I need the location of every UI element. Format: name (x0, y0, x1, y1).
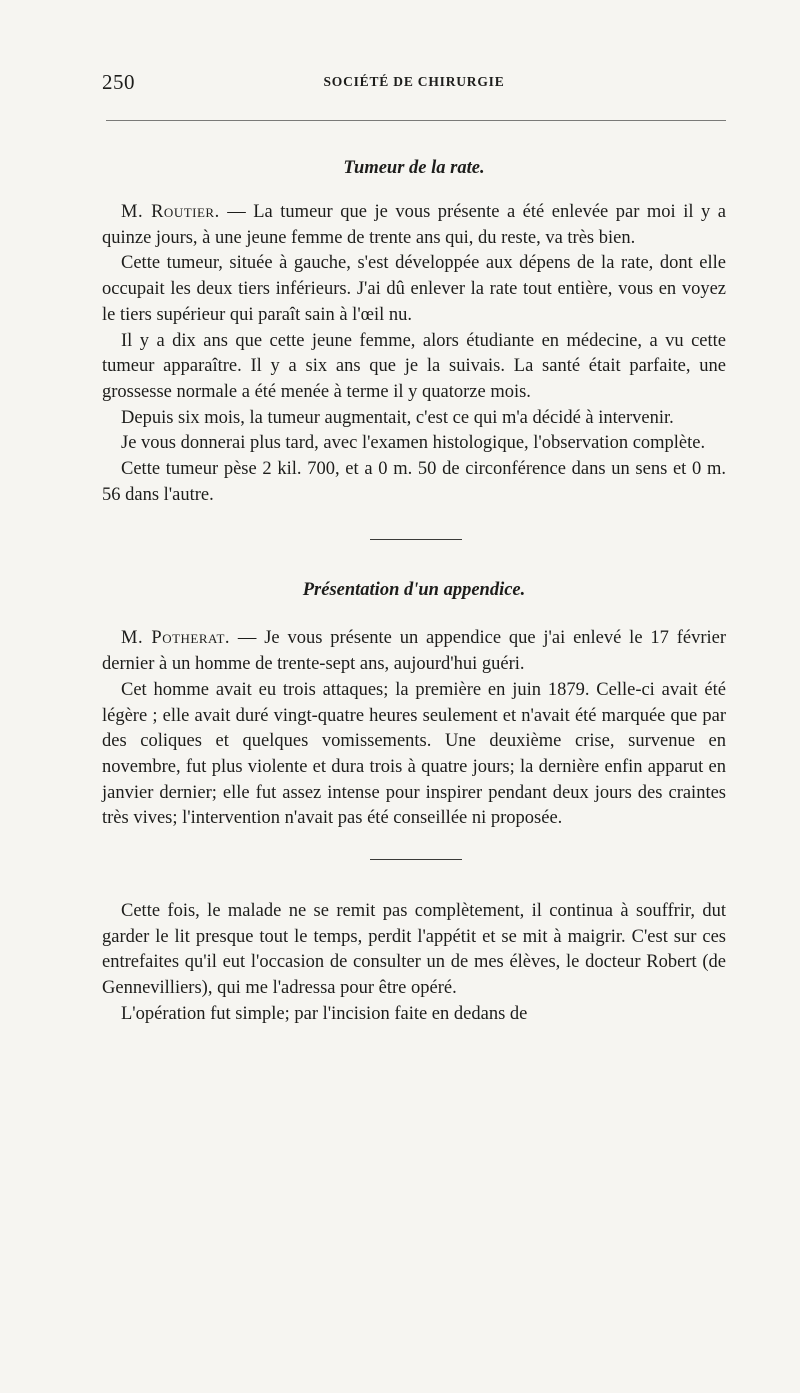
paragraph: L'opération fut simple; par l'incision faite en dedans de (121, 1003, 528, 1024)
paragraph-text: — Je vous présente un appendice que j'ai enlevé le 17 février dernier à un homme de trente-sept ans, aujourd'hui guéri. (102, 628, 726, 675)
section-body-continuation (102, 899, 726, 1028)
paragraph: Depuis six mois, la tumeur augmentait, c'est ce qui m'a décidé à intervenir. (121, 407, 674, 428)
paragraph: Cet homme avait eu trois attaques; la première en juin 1879. Celle-ci avait été légère ; elle avait duré vingt-quatre heures seulement et n'avait été marquée que par des coliques et quelques vomissements. Une deuxième crise, survenue en novembre, fut plus violente et dura trois à quatre jours; la dernière enfin apparut en janvier dernier; elle fut assez intense pour inspirer pendant deux jours des craintes très vives; l'intervention n'avait pas été conseillée ni proposée. (102, 679, 726, 829)
paragraph: Cette tumeur pèse 2 kil. 700, et a 0 m. 50 de circonférence dans un sens et 0 m. 56 dans l'autre. (102, 459, 726, 505)
journal-title: SOCIÉTÉ DE CHIRURGIE (323, 74, 505, 89)
paragraph: Je vous donnerai plus tard, avec l'examen histologique, l'observation complète. (121, 433, 706, 454)
speaker-name: M. Potherat. (121, 628, 231, 649)
paragraph: Cette tumeur, située à gauche, s'est développée aux dépens de la rate, dont elle occupait les deux tiers inférieurs. J'ai dû enlever la rate tout entière, vous en voyez le tiers supérieur qui paraît sain à l'œil nu. (102, 253, 726, 325)
paragraph (102, 200, 726, 251)
section-body-tumeur (102, 200, 726, 508)
paragraph-text: — La tumeur que je vous présente a été enlevée par moi il y a quinze jours, à une jeune femme de trente ans qui, du reste, va très bien. (102, 202, 726, 248)
section-separator (370, 539, 462, 540)
speaker-name: M. Routier. (121, 202, 220, 222)
paragraph: Cette fois, le malade ne se remit pas complètement, il continua à souffrir, dut garder le lit presque tout le temps, perdit l'appétit et se mit à maigrir. C'est sur ces entrefaites qu'il eut l'occasion de consulter un de mes élèves, le docteur Robert (de Gennevilliers), qui me l'adressa pour être opéré. (102, 901, 726, 999)
paragraph: Il y a dix ans que cette jeune femme, alors étudiante en médecine, a vu cette tumeur apparaître. Il y a six ans que je la suivais. La santé était parfaite, une grossesse normale a été menée à terme il y quatorze mois. (102, 330, 726, 402)
running-head (102, 60, 726, 100)
book-page (102, 60, 726, 1028)
section-separator (370, 859, 462, 860)
section-title-appendice: Présentation d'un appendice. (302, 580, 526, 601)
section-body-appendice (102, 626, 726, 832)
paragraph (102, 626, 726, 677)
header-rule (106, 120, 726, 121)
section-title-tumeur: Tumeur de la rate. (343, 158, 485, 178)
page-number: 250 (102, 70, 135, 94)
